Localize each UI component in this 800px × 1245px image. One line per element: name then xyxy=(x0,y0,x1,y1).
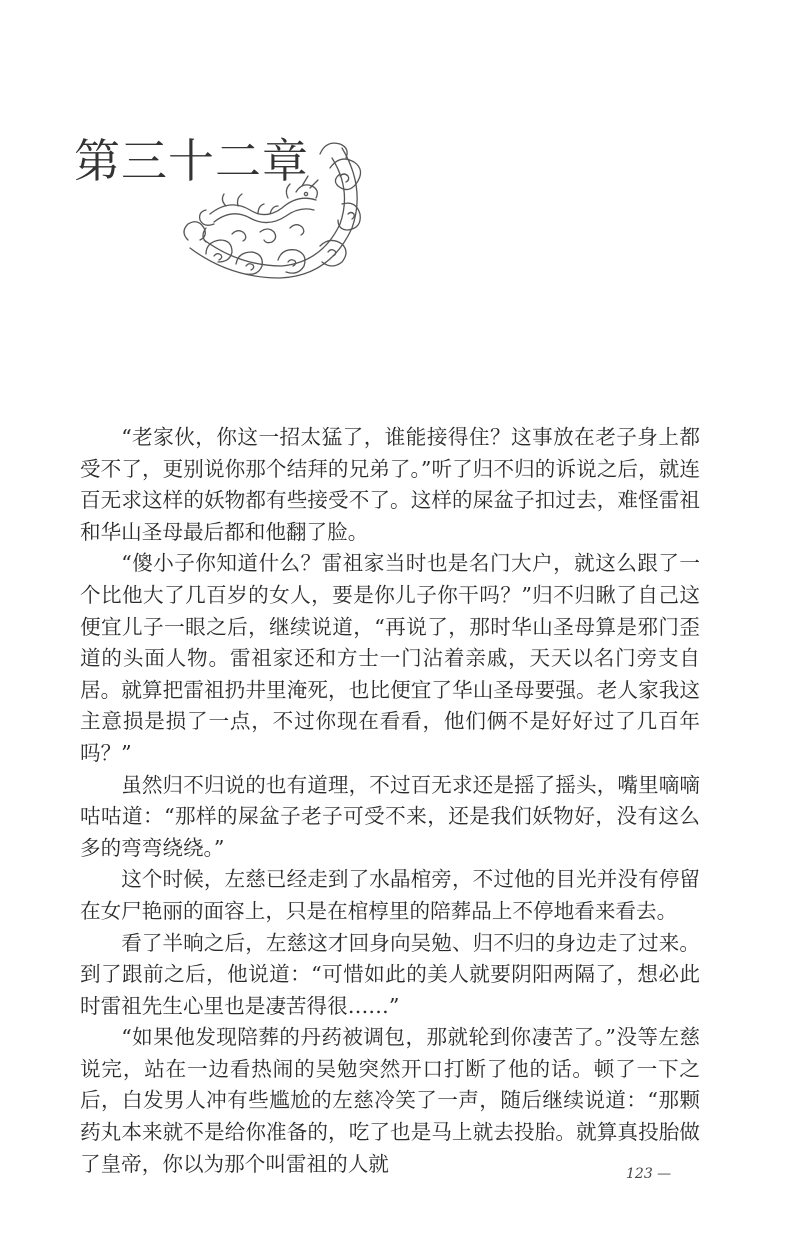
chapter-title: 第三十二章 xyxy=(74,134,309,188)
paragraph: 看了半晌之后，左慈这才回身向吴勉、归不归的身边走了过来。到了跟前之后，他说道：“可惜如此的美人就要阴阳两隔了，想必此时雷祖先生心里也是凄苦得很……” xyxy=(80,930,700,1018)
auspicious-cloud-dragon-icon xyxy=(170,128,370,298)
body-text xyxy=(80,422,700,1180)
paragraph: 这个时候，左慈已经走到了水晶棺旁，不过他的目光并没有停留在女尸艳丽的面容上，只是在棺椁里的陪葬品上不停地看来看去。 xyxy=(80,867,700,923)
paragraph: 虽然归不归说的也有道理，不过百无求还是摇了摇头，嘴里嘀嘀咕咕道：“那样的屎盆子老子可受不来，还是我们妖物好，没有这么多的弯弯绕绕。” xyxy=(80,772,700,860)
paragraph: “老家伙，你这一招太猛了，谁能接得住？这事放在老子身上都受不了，更别说你那个结拜的兄弟了。”听了归不归的诉说之后，就连百无求这样的妖物都有些接受不了。这样的屎盆子扣过去，难怪雷祖和华山圣母最后都和他翻了脸。 xyxy=(80,425,700,544)
page-number: 123 — xyxy=(626,1166,672,1182)
paragraph: “傻小子你知道什么？雷祖家当时也是名门大户，就这么跟了一个比他大了几百岁的女人，要是你儿子你干吗？”归不归瞅了自己这便宜儿子一眼之后，继续说道，“再说了，那时华山圣母算是邪门歪道的头面人物。雷祖家还和方士一门沾着亲戚，天天以名门旁支自居。就算把雷祖扔井里淹死，也比便宜了华山圣母要强。老人家我这主意损是损了一点，不过你现在看看，他们俩不是好好过了几百年吗？” xyxy=(80,551,700,765)
paragraph: “如果他发现陪葬的丹药被调包，那就轮到你凄苦了。”没等左慈说完，站在一边看热闹的吴勉突然开口打断了他的话。顿了一下之后，白发男人冲有些尴尬的左慈冷笑了一声，随后继续说道：“那颗药丸本来就不是给你准备的，吃了也是马上就去投胎。就算真投胎做了皇帝，你以为那个叫雷祖的人就 xyxy=(80,1025,700,1176)
